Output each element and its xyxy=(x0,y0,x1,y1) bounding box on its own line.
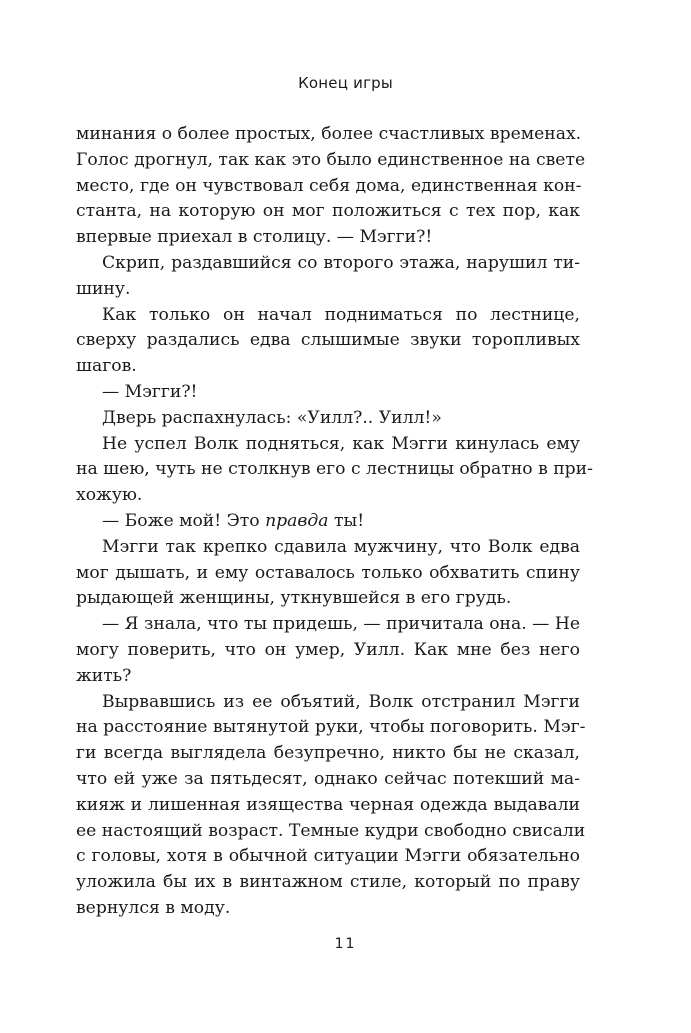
text-line xyxy=(76,328,580,354)
text-line xyxy=(76,664,580,690)
text-line xyxy=(76,122,580,148)
text-line-content: с головы, хотя в обычной ситуации Мэгги обязательно xyxy=(76,846,580,867)
text-line-content: уложила бы их в винтажном стиле, который по праву xyxy=(76,872,580,893)
text-line-content: Скрип, раздавшийся со второго этажа, нарушил ти- xyxy=(102,252,580,273)
text-line xyxy=(76,690,580,716)
text-line-content: на шею, чуть не столкнув его с лестницы обратно в при- xyxy=(76,459,593,480)
text-line xyxy=(76,199,580,225)
text-line xyxy=(76,535,580,561)
text-line xyxy=(76,819,586,845)
text-line-content: Вырвавшись из ее объятий, Волк отстранил Мэгги xyxy=(102,691,580,712)
text-line xyxy=(76,251,580,277)
text-line xyxy=(76,586,580,612)
text-line-content: Не успел Волк подняться, как Мэгги кинулась ему xyxy=(102,433,580,454)
text-line-content: Голос дрогнул, так как это было единственное на свете xyxy=(76,149,586,170)
text-line xyxy=(76,561,580,587)
page-number: 11 xyxy=(334,936,357,952)
text-line-content: — Мэгги?! xyxy=(102,381,198,402)
text-line xyxy=(76,741,580,767)
text-line xyxy=(76,896,580,922)
text-line-content: шину. xyxy=(76,278,131,299)
text-line xyxy=(76,225,580,251)
text-line-content: — Боже мой! Это xyxy=(102,510,266,531)
text-line xyxy=(76,715,586,741)
text-line-content: Дверь распахнулась: «Уилл?.. Уилл!» xyxy=(102,407,442,428)
text-line-content: шагов. xyxy=(76,356,137,377)
text-line xyxy=(76,354,580,380)
text-line xyxy=(76,406,580,432)
text-line xyxy=(76,638,580,664)
text-line xyxy=(76,303,580,329)
text-line xyxy=(76,380,580,406)
text-line-content: что ей уже за пятьдесят, однако сейчас потекший ма- xyxy=(76,768,580,789)
text-line-content: рыдающей женщины, уткнувшейся в его грудь. xyxy=(76,588,512,609)
text-line-content: мог дышать, и ему оставалось только обхватить спину xyxy=(76,562,580,583)
text-line-content: — Я знала, что ты придешь, — причитала она. — Не xyxy=(102,614,580,635)
text-line-content: кияж и лишенная изящества черная одежда выдавали xyxy=(76,794,580,815)
text-line xyxy=(76,483,580,509)
text-line xyxy=(76,767,580,793)
text-line xyxy=(76,870,580,896)
text-line-content: жить? xyxy=(76,665,132,686)
text-line-content: вернулся в моду. xyxy=(76,897,231,918)
text-line xyxy=(76,174,580,200)
italic-emphasis: правда xyxy=(265,510,329,531)
text-line xyxy=(76,277,580,303)
text-line-content: станта, на которую он мог положиться с тех пор, как xyxy=(76,201,580,222)
text-line-content: минания о более простых, более счастливых временах. xyxy=(76,124,582,144)
text-line-content: впервые приехал в столицу. — Мэгги?! xyxy=(76,227,433,248)
text-line xyxy=(76,793,580,819)
text-line xyxy=(76,844,580,870)
running-header: Конец игры xyxy=(298,74,393,92)
text-line xyxy=(76,148,586,174)
body-text xyxy=(76,122,593,922)
text-line-content: на расстояние вытянутой руки, чтобы поговорить. Мэг- xyxy=(76,717,586,738)
text-line-content: ее настоящий возраст. Темные кудри свободно свисали xyxy=(76,820,586,841)
text-line-tail: ты! xyxy=(328,510,365,531)
text-line xyxy=(76,432,580,458)
text-line-content: сверху раздались едва слышимые звуки торопливых xyxy=(76,330,580,351)
text-line-content: хожую. xyxy=(76,485,143,506)
text-line-content: могу поверить, что он умер, Уилл. Как мне без него xyxy=(76,639,580,660)
text-line-content: место, где он чувствовал себя дома, единственная кон- xyxy=(76,175,582,196)
text-line-content: Мэгги так крепко сдавила мужчину, что Волк едва xyxy=(102,536,580,557)
text-line xyxy=(76,612,580,638)
text-line-content: Как только он начал подниматься по лестнице, xyxy=(102,304,580,325)
text-line xyxy=(76,457,593,483)
text-line xyxy=(76,509,580,535)
text-line-content: ги всегда выглядела безупречно, никто бы не сказал, xyxy=(76,743,580,764)
